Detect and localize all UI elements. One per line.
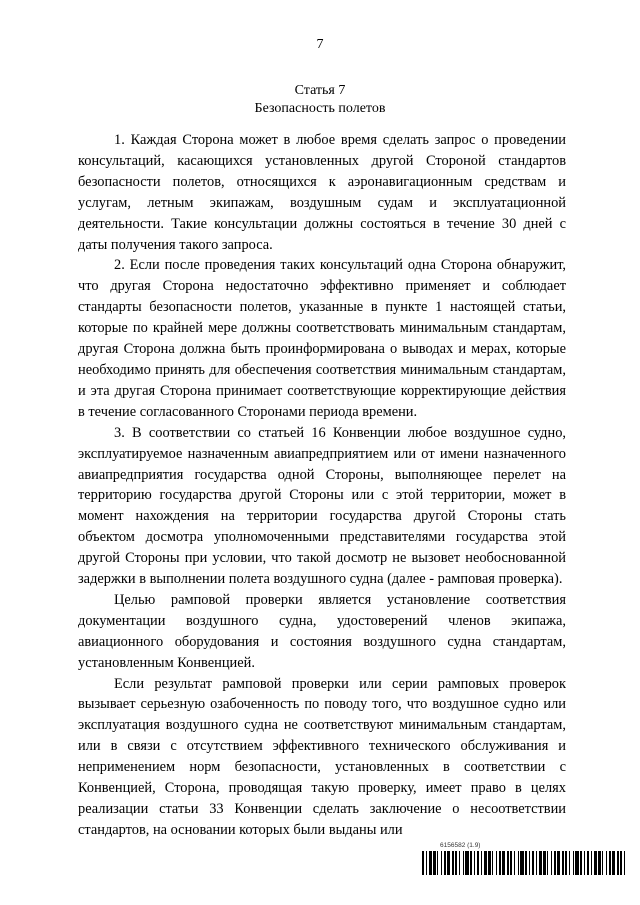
paragraph-1: 1. Каждая Сторона может в любое время сделать запрос о проведении консультаций, касающихся установленных другой Стороной стандартов безопасности полетов, относящихся к аэронавигационным средствам и услугам, летным экипажам, воздушным судам и эксплуатационной деятельности. Такие консультации должны состояться в течение 30 дней с даты получения такого запроса. [78,132,566,253]
barcode-icon [422,851,630,875]
article-subtitle: Безопасность полетов [254,101,386,116]
document-barcode [422,842,630,875]
paragraph-2: 2. Если после проведения таких консультаций одна Сторона обнаружит, что другая Сторона недостаточно эффективно применяет и соблюдает стандарты безопасности полетов, указанные в пункте 1 настоящей статьи, которые по крайней мере должны соответствовать минимальным стандартам, другая Сторона должна быть проинформирована о выводах и мерах, которые необходимо принять для обеспечения соответствия минимальным стандартам, и эта другая Сторона принимает соответствующие корректирующие действия в течение согласованного Сторонами периода времени. [78,257,566,420]
article-heading [0,82,640,118]
paragraph-5: Если результат рамповой проверки или серии рамповых проверок вызывает серьезную озабоченность по поводу того, что воздушное судно или эксплуатация воздушного судна не соответствуют минимальным стандартам, или в связи с отсутствием эффективного технического обслуживания и неприменением норм безопасности, установленных в соответствии с Конвенцией, Сторона, проводящая такую проверку, имеет право в целях реализации статьи 33 Конвенции сделать заключение о несоответствии стандартов, на основании которых были выданы или [78,675,566,838]
article-title: Статья 7 [294,83,346,98]
page-number: 7 [316,37,324,52]
paragraph-4: Целью рамповой проверки является установление соответствия документации воздушного судна, удостоверений членов экипажа, авиационного оборудования и состояния воздушного судна стандартам, установленным Конвенцией. [78,591,566,671]
paragraph-3: 3. В соответствии со статьей 16 Конвенции любое воздушное судно, эксплуатируемое назначенным авиапредприятием или от имени назначенного авиапредприятия государства одной Стороны, выполняющее перелет на территорию государства другой Стороны или с этой территории, может в момент нахождения на территории государства другой Стороны стать объектом досмотра уполномоченными представителями государства этой другой Стороны при условии, что такой досмотр не вызовет необоснованной задержки в выполнении полета воздушного судна (далее - рамповая проверка). [78,424,566,588]
article-body [78,130,566,841]
barcode-id: 6156582 (1.9) [440,842,481,849]
